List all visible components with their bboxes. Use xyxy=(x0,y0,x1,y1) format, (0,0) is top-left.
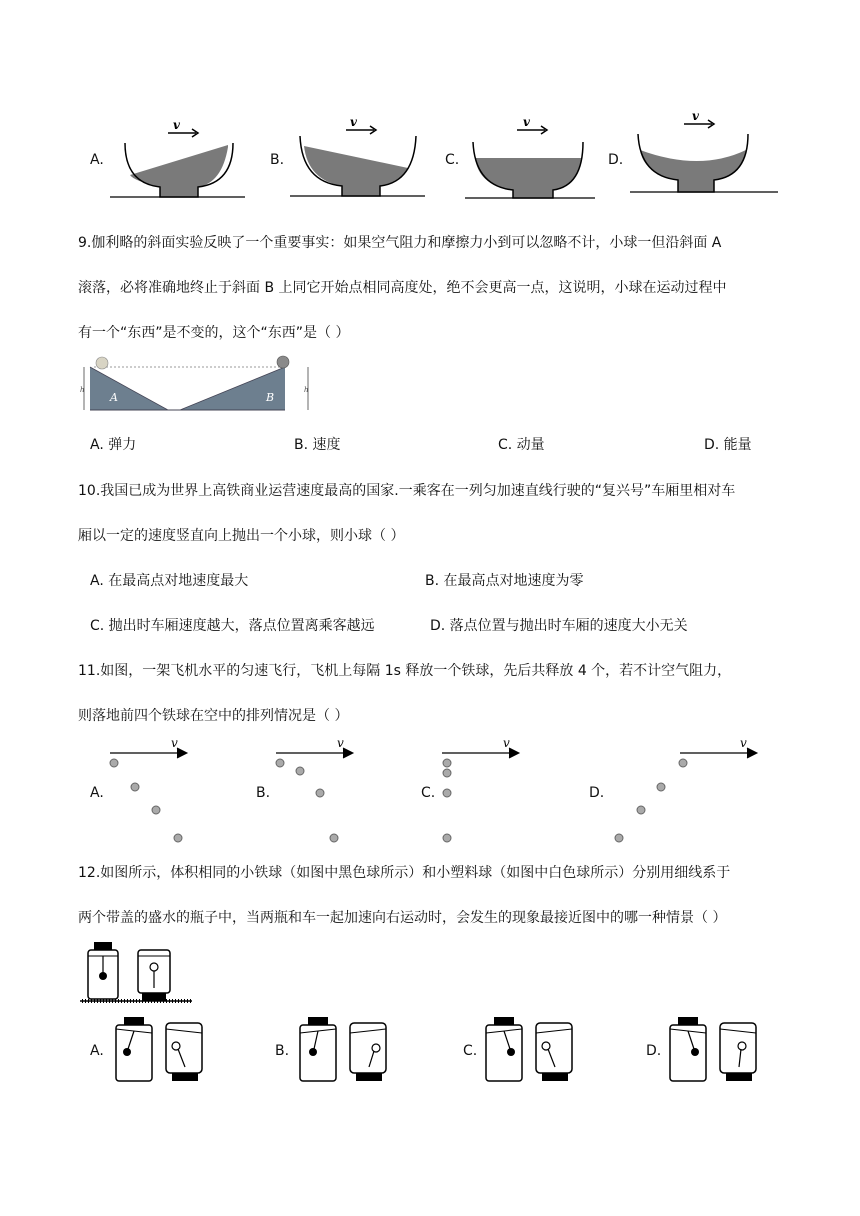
q12-option-c-label[interactable]: C. xyxy=(463,1043,478,1059)
q9-option-c[interactable]: C. 动量 xyxy=(498,437,545,453)
q12-d-figure xyxy=(662,1015,762,1085)
q11-c-figure xyxy=(437,736,527,846)
q10-option-a[interactable]: A. 在最高点对地速度最大 xyxy=(90,573,249,589)
q11-d-v-label: v xyxy=(740,736,747,750)
q9-label-h-right: h xyxy=(304,386,309,394)
q9-text-line1: 9.伽利略的斜面实验反映了一个重要事实：如果空气阻力和摩擦力小到可以忽略不计，小球一但沿斜面 A xyxy=(78,235,722,251)
q9-ball-end xyxy=(277,356,289,368)
q10-option-c[interactable]: C. 抛出时车厢速度越大，落点位置离乘客越远 xyxy=(90,618,375,634)
q9-label-b: B xyxy=(266,391,275,404)
q9-option-d[interactable]: D. 能量 xyxy=(704,437,752,453)
q8-a-v-label: v xyxy=(173,118,180,132)
q8-bowl-a-figure xyxy=(110,115,250,205)
q8-bowl-d-figure xyxy=(630,110,780,200)
q8-option-a-label[interactable]: A. xyxy=(90,152,104,168)
q10-text-line2: 厢以一定的速度竖直向上抛出一个小球，则小球（ ） xyxy=(78,528,405,544)
q11-option-c-label[interactable]: C. xyxy=(421,785,436,801)
q12-b-figure xyxy=(292,1015,392,1085)
q11-text-line1: 11.如图，一架飞机水平的匀速飞行，飞机上每隔 1s 释放一个铁球，先后共释放 4 个，若不计空气阻力， xyxy=(78,663,732,679)
q12-text-line1: 12.如图所示，体积相同的小铁球（如图中黑色球所示）和小塑料球（如图中白色球所示）分别用细线系于 xyxy=(78,865,731,881)
q12-text-line2: 两个带盖的盛水的瓶子中，当两瓶和车一起加速向右运动时，会发生的现象最接近图中的哪一种情景（ ） xyxy=(78,910,727,926)
q11-b-v-label: v xyxy=(337,736,344,750)
q10-text-line1: 10.我国已成为世界上高铁商业运营速度最高的国家.一乘客在一列匀加速直线行驶的“复兴号”车厢里相对车 xyxy=(78,483,736,499)
q11-option-b-label[interactable]: B. xyxy=(256,785,271,801)
q9-text-line3: 有一个“东西”是不变的，这个“东西”是（ ） xyxy=(78,325,350,341)
q12-option-d-label[interactable]: D. xyxy=(646,1043,662,1059)
q9-incline-figure xyxy=(80,355,320,415)
q10-option-b[interactable]: B. 在最高点对地速度为零 xyxy=(425,573,584,589)
q8-option-b-label[interactable]: B. xyxy=(270,152,285,168)
q9-label-a: A xyxy=(110,391,118,404)
q12-option-b-label[interactable]: B. xyxy=(275,1043,290,1059)
q9-label-h-left: h xyxy=(80,386,85,394)
q8-bowl-c-figure xyxy=(465,112,605,207)
q9-ball-start xyxy=(96,357,108,369)
q9-text-line2: 滚落，必将准确地终止于斜面 B 上同它开始点相同高度处，绝不会更高一点，这说明，小球在运动过程中 xyxy=(78,280,727,296)
q11-a-v-label: v xyxy=(171,736,178,750)
q11-a-figure xyxy=(105,736,195,846)
q8-c-v-label: v xyxy=(523,115,530,129)
q8-bowl-b-figure xyxy=(290,110,430,205)
q12-a-figure xyxy=(108,1015,208,1085)
q12-c-figure xyxy=(478,1015,578,1085)
q10-option-d[interactable]: D. 落点位置与抛出时车厢的速度大小无关 xyxy=(430,618,688,634)
q9-option-a[interactable]: A. 弹力 xyxy=(90,437,137,453)
q12-option-a-label[interactable]: A. xyxy=(90,1043,104,1059)
q9-option-b[interactable]: B. 速度 xyxy=(294,437,341,453)
q11-option-a-label[interactable]: A. xyxy=(90,785,104,801)
q8-option-d-label[interactable]: D. xyxy=(608,152,624,168)
q8-option-c-label[interactable]: C. xyxy=(445,152,460,168)
q8-b-v-label: v xyxy=(350,115,357,129)
q11-b-figure xyxy=(271,736,361,846)
q11-c-v-label: v xyxy=(503,736,510,750)
q11-option-d-label[interactable]: D. xyxy=(589,785,605,801)
q12-reference-figure xyxy=(80,940,200,1005)
q11-text-line2: 则落地前四个铁球在空中的排列情况是（ ） xyxy=(78,708,349,724)
q11-d-figure xyxy=(605,736,765,846)
q8-d-v-label: v xyxy=(692,109,699,123)
